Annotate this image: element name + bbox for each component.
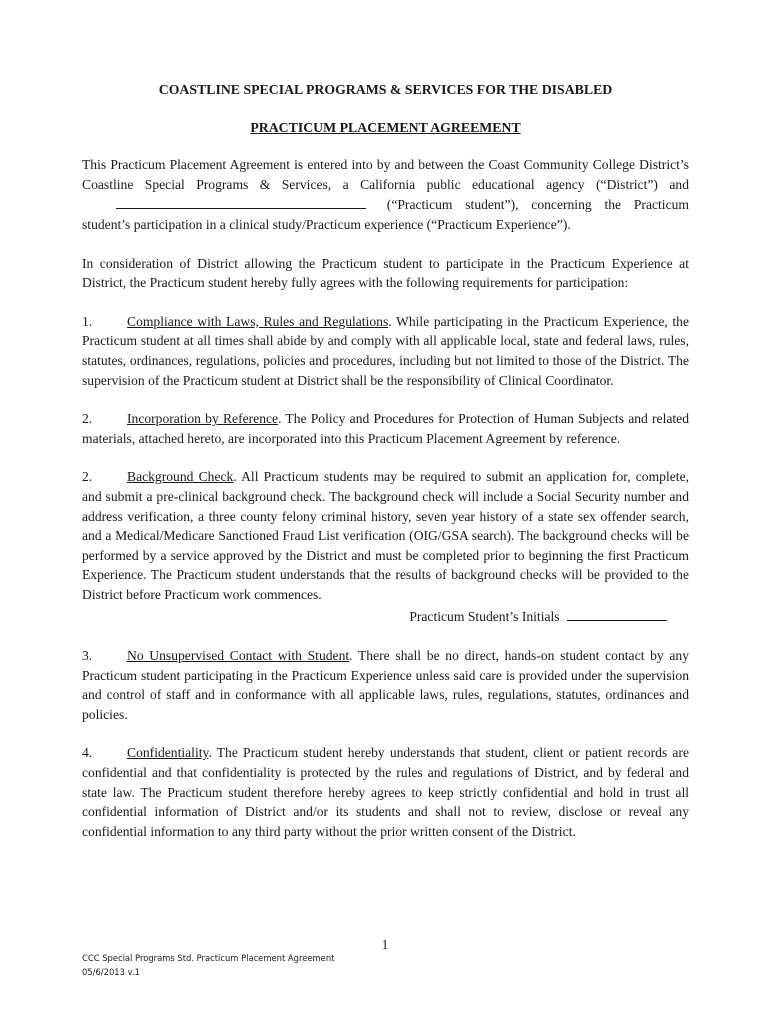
document-title: COASTLINE SPECIAL PROGRAMS & SERVICES FOR THE DISABLED xyxy=(158,82,613,97)
section-text: . The Policy and Procedures for Protection of Human Subjects and related materials, attached hereto, are incorporated into this Practicum Placement Agreement by reference. xyxy=(82,411,689,446)
section-confidentiality xyxy=(82,743,689,841)
section-number: 1. xyxy=(82,313,93,329)
section-heading: Compliance with Laws, Rules and Regulations xyxy=(127,313,389,329)
section-background-check xyxy=(82,467,689,604)
section-no-unsupervised-contact xyxy=(82,646,689,724)
initials-field[interactable] xyxy=(567,606,667,621)
initials-line xyxy=(82,606,667,627)
section-heading: Background Check xyxy=(127,469,234,485)
document-page xyxy=(82,80,689,841)
section-number: 2. xyxy=(82,469,93,485)
section-heading: No Unsupervised Contact with Student xyxy=(127,648,350,664)
section-heading: Confidentiality xyxy=(127,745,209,761)
section-text: . All Practicum students may be required to submit an application for, complete, and submit a pre-clinical background check. The background check will include a Social Security number and address verification, a three county felony criminal history, seven year history of a state sex offender search, and a Medical/Medicare Sanctioned Fraud List verification (OIG/GSA search). The background checks will be performed by a service approved by the District and must be completed prior to beginning the first Practicum Experience. The Practicum student understands that the results of background checks will be provided to the District before Practicum work commences. xyxy=(82,469,689,602)
section-number: 4. xyxy=(82,745,93,761)
section-number: 3. xyxy=(82,648,93,664)
section-text: . There shall be no direct, hands-on student contact by any Practicum student participating in the Practicum Experience unless said care is provided under the supervision and control of staff and in conformance with all applicable laws, rules, regulations, statutes, ordinances and policies. xyxy=(82,648,689,722)
student-name-field[interactable] xyxy=(116,194,366,209)
footer-doc-name: CCC Special Programs Std. Practicum Placement Agreement xyxy=(82,953,335,963)
document-subtitle: PRACTICUM PLACEMENT AGREEMENT xyxy=(250,119,521,135)
section-text: . While participating in the Practicum Experience, the Practicum student at all times shall abide by and comply with all applicable local, state and federal laws, rules, statutes, ordinances, regulations, policies and procedures, including but not limited to those of the District. The supervision of the Practicum student at District shall be the responsibility of Clinical Coordinator. xyxy=(82,313,689,388)
page-number: 1 xyxy=(381,937,389,952)
section-compliance xyxy=(82,312,689,390)
intro-and: and xyxy=(669,176,689,192)
section-number: 2. xyxy=(82,411,93,427)
initials-label: Practicum Student’s Initials xyxy=(409,609,560,625)
consideration-paragraph: In consideration of District allowing the Practicum student to participate in the Practicum Experience at District, the Practicum student hereby fully agrees with the following requirements for participation: xyxy=(82,255,689,291)
intro-after-blank: (“Practicum student”), concerning the Practicum student’s participation in a clinical study/Practicum experience (“Practicum Experience”). xyxy=(82,197,689,232)
intro-paragraph xyxy=(82,155,689,234)
section-text: . The Practicum student hereby understands that student, client or patient records are confidential and that confidentiality is protected by the rules and regulations of District, and by federal and state law. The Practicum student therefore hereby agrees to keep strictly confidential and hold in trust all confidential information of District and/or its students and shall not to review, disclose or reveal any confidential information to any third party without the prior written consent of the District. xyxy=(82,745,689,839)
section-heading: Incorporation by Reference xyxy=(127,411,279,427)
intro-line: This Practicum Placement Agreement is entered into by and between the Coast Community College District’s Coastline Special Programs & Services, a California public educational agency (“District”) xyxy=(82,157,689,192)
section-incorporation xyxy=(82,409,689,448)
footer-version: 05/6/2013 v.1 xyxy=(82,966,140,977)
document-footer xyxy=(82,952,334,979)
